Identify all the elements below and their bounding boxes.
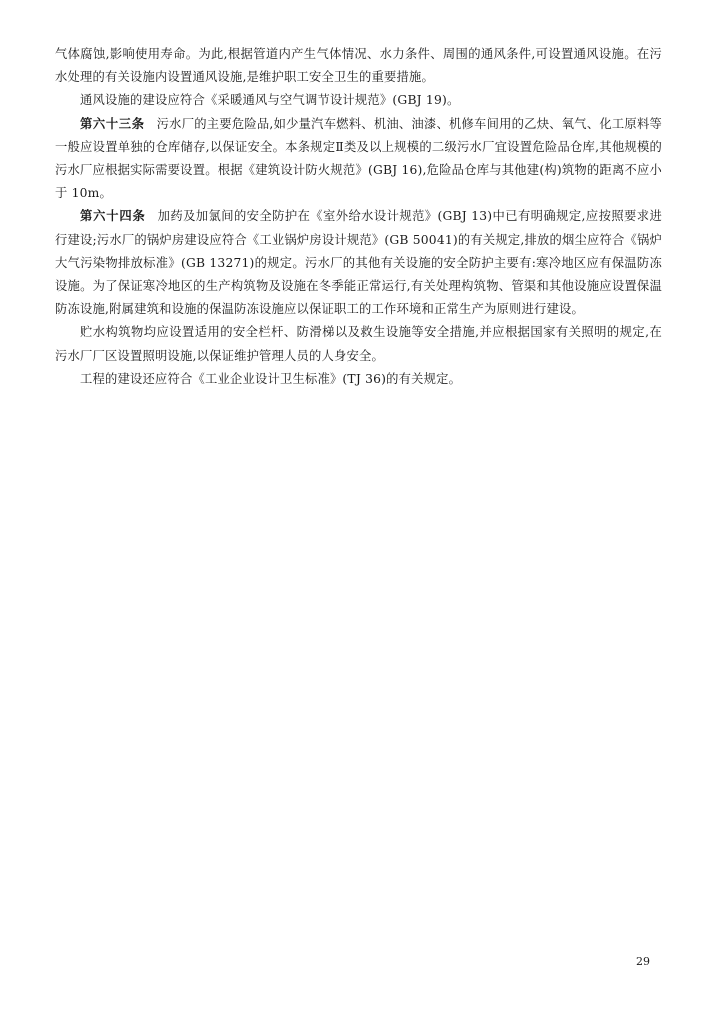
- paragraph-hygiene-standard: 工程的建设还应符合《工业企业设计卫生标准》(TJ 36)的有关规定。: [80, 371, 462, 386]
- page-body: [55, 43, 662, 391]
- article-label: 第六十三条: [80, 116, 145, 131]
- page-number: 29: [636, 955, 650, 968]
- paragraph-ventilation-continued: 气体腐蚀,影响使用寿命。为此,根据管道内产生气体情况、水力条件、周围的通风条件,可设置通风设施。在污水处理的有关设施内设置通风设施,是维护职工安全卫生的重要措施。: [55, 47, 662, 85]
- article-text: 加药及加氯间的安全防护在《室外给水设计规范》(GBJ 13)中已有明确规定,应按照要求进行建设;污水厂的锅炉房建设应符合《工业锅炉房设计规范》(GB 50041)的有关规定,排放的烟尘应符合《锅炉大气污染物排放标准》(GB 13271)的规定。污水厂的其他有关设施的安全防护主要有:寒冷地区应有保温防冻设施。为了保证寒冷地区的生产构筑物及设施在冬季能正常运行,有关处理构筑物、管渠和其他设施应设置保温防冻设施,附属建筑和设施的保温防冻设施应以保证职工的工作环境和正常生产为原则进行建设。: [55, 209, 662, 317]
- paragraph-article-63: [55, 113, 662, 206]
- article-text: 污水厂的主要危险品,如少量汽车燃料、机油、油漆、机修车间用的乙炔、氧气、化工原料等一般应设置单独的仓库储存,以保证安全。本条规定Ⅱ类及以上规模的二级污水厂宜设置危险品仓库,其他规模的污水厂应根据实际需要设置。根据《建筑设计防火规范》(GBJ 16),危险品仓库与其他建(构)筑物的距离不应小于 10m。: [55, 116, 662, 201]
- article-label: 第六十四条: [80, 209, 146, 224]
- paragraph-article-64: [55, 205, 662, 321]
- paragraph-ventilation-standard: 通风设施的建设应符合《采暖通风与空气调节设计规范》(GBJ 19)。: [80, 93, 460, 108]
- paragraph-safety-measures: 贮水构筑物均应设置适用的安全栏杆、防滑梯以及救生设施等安全措施,并应根据国家有关照明的规定,在污水厂厂区设置照明设施,以保证维护管理人员的人身安全。: [55, 325, 662, 363]
